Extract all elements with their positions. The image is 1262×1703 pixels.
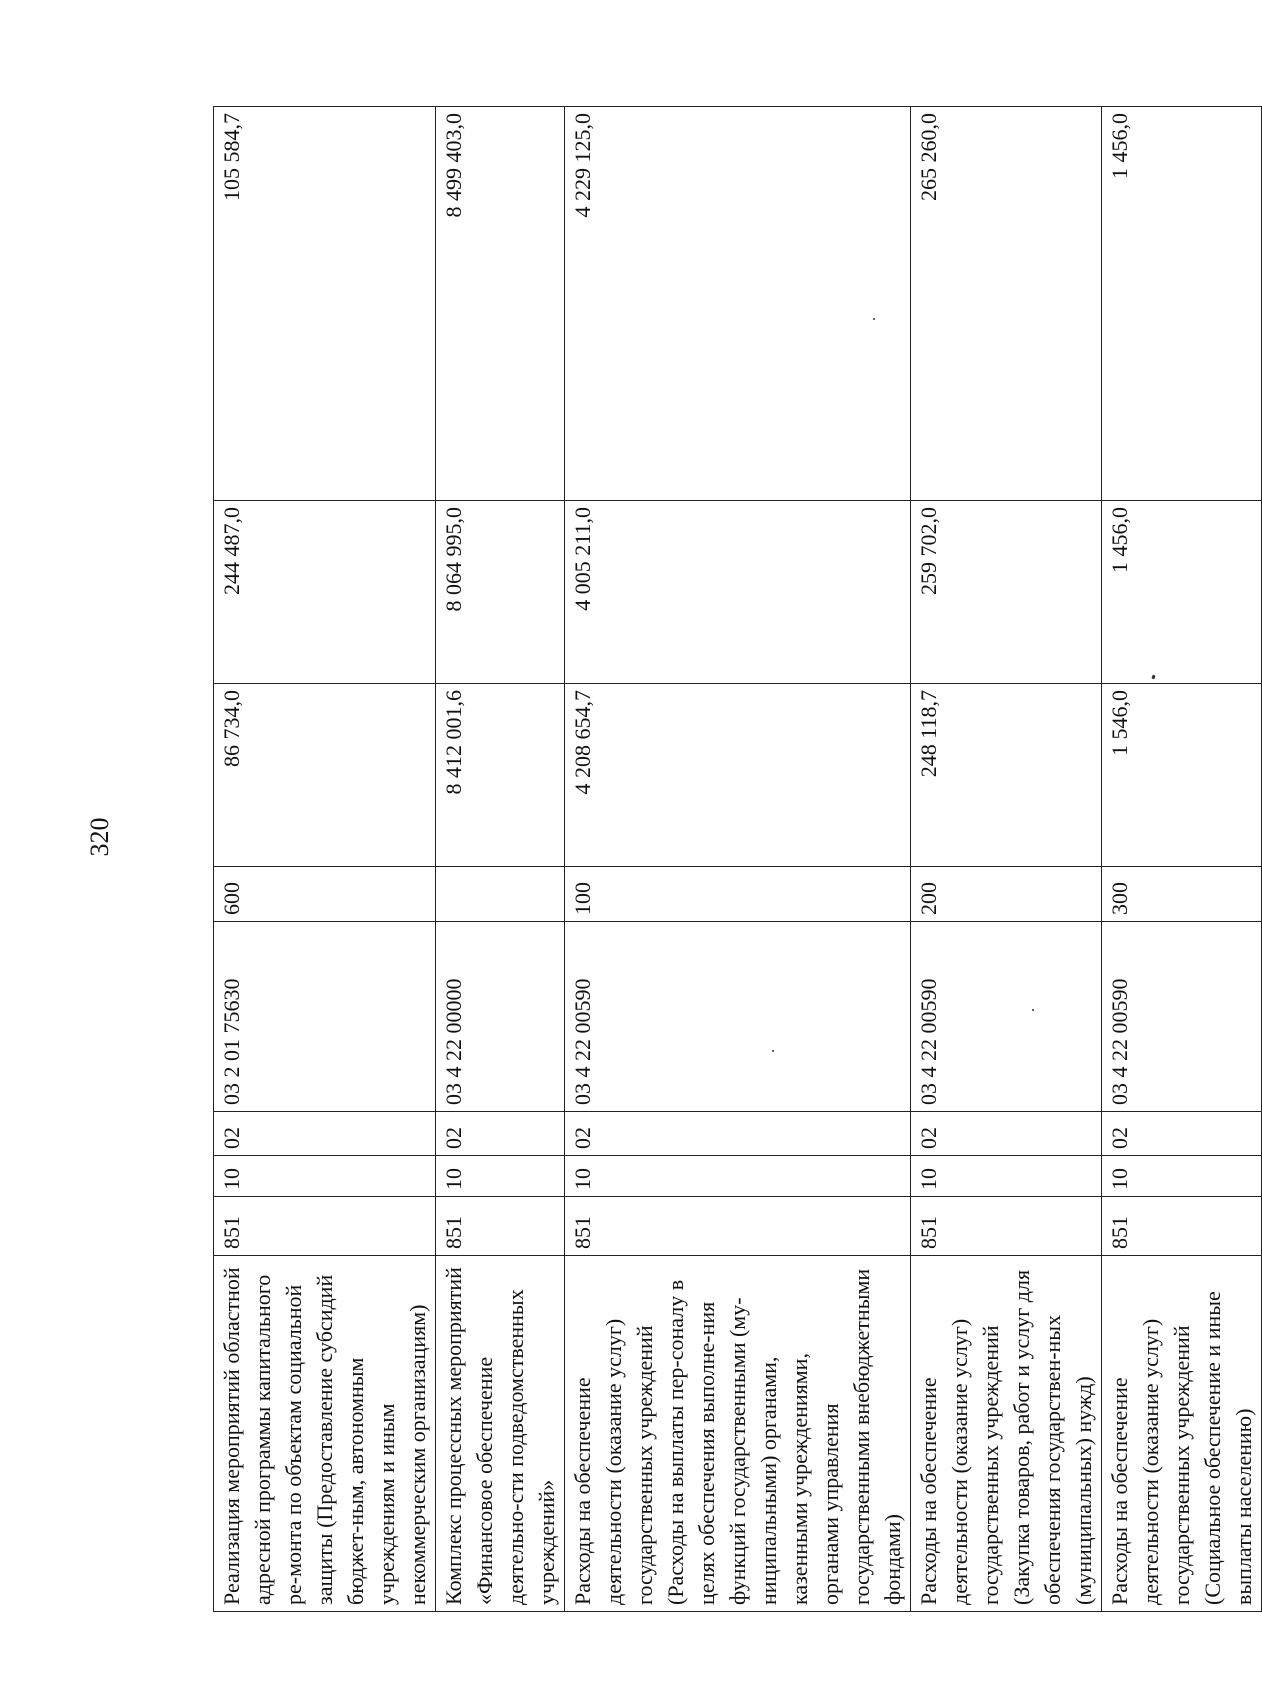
section-code: 10 xyxy=(214,1156,436,1197)
row-description: Расходы на обеспечение деятельности (оказание услуг) государственных учреждений (Социальное обеспечение и иные выплаты населению) xyxy=(1102,1256,1262,1612)
table-row xyxy=(436,107,565,1612)
amount-year-1: 86 734,0 xyxy=(214,684,436,867)
section-code: 10 xyxy=(565,1156,911,1197)
target-article-code: 03 4 22 00590 xyxy=(565,922,911,1112)
row-description: Комплекс процессных мероприятий «Финансовое обеспечение деятельно-сти подведомственных учреждений» xyxy=(436,1256,565,1612)
subsection-code: 02 xyxy=(911,1112,1102,1156)
target-article-code: 03 4 22 00000 xyxy=(436,922,565,1112)
grbs-code: 851 xyxy=(565,1197,911,1256)
rotated-table-wrapper xyxy=(213,107,1256,1612)
grbs-code: 851 xyxy=(911,1197,1102,1256)
amount-year-2: 4 005 211,0 xyxy=(565,501,911,684)
row-description: Реализация мероприятий областной адресной программы капитального ре-монта по объектам социальной защиты (Предоставление субсидий бюджет-ным, автономным учреждениям и иным некоммерческим организациям) xyxy=(214,1256,436,1612)
scan-speck xyxy=(772,1050,774,1052)
section-code: 10 xyxy=(1102,1156,1262,1197)
amount-year-3: 105 584,7 xyxy=(214,107,436,501)
expense-type-code: 100 xyxy=(565,867,911,922)
amount-year-2: 244 487,0 xyxy=(214,501,436,684)
target-article-code: 03 4 22 00590 xyxy=(911,922,1102,1112)
target-article-code: 03 2 01 75630 xyxy=(214,922,436,1112)
amount-year-3: 8 499 403,0 xyxy=(436,107,565,501)
grbs-code: 851 xyxy=(436,1197,565,1256)
expense-type-code: 300 xyxy=(1102,867,1262,922)
table-row xyxy=(214,107,436,1612)
amount-year-1: 1 546,0 xyxy=(1102,684,1262,867)
row-description: Расходы на обеспечение деятельности (оказание услуг) государственных учреждений (Расходы на выплаты пер-соналу в целях обеспечения выполне-ния функций государственными (му-ниципальными) органами, казенными учреждениями, органами управления государственными внебюджетными фондами) xyxy=(565,1256,911,1612)
row-description: Расходы на обеспечение деятельности (оказание услуг) государственных учреждений (Закупка товаров, работ и услуг для обеспечения государствен-ных (муниципальных) нужд) xyxy=(911,1256,1102,1612)
subsection-code: 02 xyxy=(214,1112,436,1156)
amount-year-2: 1 456,0 xyxy=(1102,501,1262,684)
target-article-code: 03 4 22 00590 xyxy=(1102,922,1262,1112)
expense-type-code xyxy=(436,867,565,922)
scan-speck xyxy=(1032,1009,1034,1011)
amount-year-1: 8 412 001,6 xyxy=(436,684,565,867)
amount-year-1: 248 118,7 xyxy=(911,684,1102,867)
expense-type-code: 200 xyxy=(911,867,1102,922)
table-row xyxy=(911,107,1102,1612)
subsection-code: 02 xyxy=(565,1112,911,1156)
grbs-code: 851 xyxy=(214,1197,436,1256)
subsection-code: 02 xyxy=(1102,1112,1262,1156)
table-row xyxy=(1102,107,1262,1612)
table-row xyxy=(565,107,911,1612)
section-code: 10 xyxy=(911,1156,1102,1197)
amount-year-3: 1 456,0 xyxy=(1102,107,1262,501)
amount-year-2: 8 064 995,0 xyxy=(436,501,565,684)
page-number: 320 xyxy=(85,817,114,857)
grbs-code: 851 xyxy=(1102,1197,1262,1256)
scan-speck xyxy=(873,318,875,320)
section-code: 10 xyxy=(436,1156,565,1197)
budget-table xyxy=(213,106,1262,1612)
amount-year-3: 265 260,0 xyxy=(911,107,1102,501)
subsection-code: 02 xyxy=(436,1112,565,1156)
amount-year-3: 4 229 125,0 xyxy=(565,107,911,501)
amount-year-1: 4 208 654,7 xyxy=(565,684,911,867)
amount-year-2: 259 702,0 xyxy=(911,501,1102,684)
expense-type-code: 600 xyxy=(214,867,436,922)
